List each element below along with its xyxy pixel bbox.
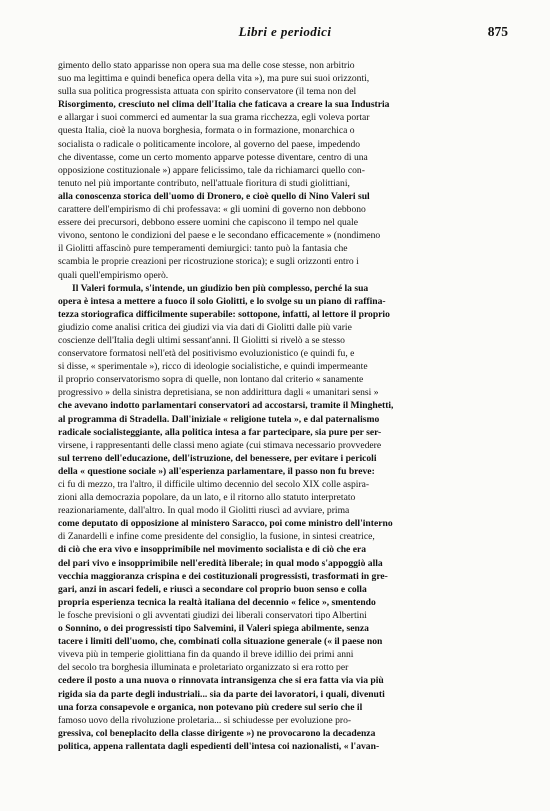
running-head bbox=[60, 24, 508, 48]
text-line: questa Italia, cioè la nuova borghesia, formata o in formazione, monarchica o bbox=[58, 125, 355, 137]
text-line: suo ma legittima e quindi benefica opera della vita »), ma pure sui suoi orizzonti, bbox=[58, 73, 370, 85]
text-line: di Zanardelli e infine come presidente del consiglio, la fusione, in sintesi creatrice, bbox=[58, 531, 375, 543]
body-text bbox=[58, 59, 510, 753]
text-line: opera è intesa a mettere a fuoco il solo Giolitti, e lo svolge su un piano di raffina- bbox=[58, 295, 386, 307]
text-line: tacere i limiti dell'uomo, che, combinati colla situazione generale (« il paese non bbox=[58, 636, 383, 648]
text-line: vivono, sentono le condizioni del paese e le secondano efficacemente » (nondimeno bbox=[58, 230, 381, 242]
text-line: una forza consapevole e organica, non potevano più credere sul serio che il bbox=[58, 701, 363, 713]
text-line: ci fu di mezzo, tra l'altro, il difficile ultimo decennio del secolo XIX colle aspira- bbox=[58, 479, 370, 490]
text-line: come deputato di opposizione al ministero Saracco, poi come ministro dell'interno bbox=[58, 518, 393, 530]
text-line: giudizio come analisi critica dei giudizi via via dati di Giolitti dalle più varie bbox=[58, 321, 352, 333]
text-line: virsene, i rappresentanti delle classi meno agiate (cui stimava necessario provvedere bbox=[58, 439, 382, 451]
text-line: conservatore formatosi nell'età del positivismo evoluzionistico (e quindi fu, e bbox=[58, 348, 355, 360]
text-line: Risorgimento, cresciuto nel clima dell'Italia che faticava a creare la sua Industria bbox=[58, 99, 390, 111]
text-line: coscienze dell'Italia degli ultimi sessant'anni. Il Giolitti si rivelò a se stesso bbox=[58, 334, 345, 346]
text-line: gari, anzi in ascari fedeli, e riuscì a secondare col proprio buon senso e colla bbox=[58, 583, 367, 595]
text-line: e allargar i suoi commerci ed aumentar la sua grama ricchezza, egli voleva portar bbox=[58, 112, 370, 124]
text-line: sulla sua politica progressista attuata con spirito conservatore (il tema non del bbox=[58, 86, 357, 98]
text-line: le fosche previsioni o gli avventati giudizi dei liberali conservatori tipo Albertini bbox=[58, 609, 367, 621]
text-line: di ciò che era vivo e insopprimibile nel movimento socialista e di ciò che era bbox=[58, 544, 367, 556]
text-line: gimento dello stato apparisse non opera sua ma delle cose stesse, non arbitrio bbox=[58, 60, 355, 71]
text-line: rigida sia da parte degli industriali... sia da parte dei lavoratori, i quali, divenuti bbox=[58, 688, 385, 700]
text-line: vecchia maggioranza crispina e dei costituzionali progressisti, trasformati in gre- bbox=[58, 570, 388, 582]
text-line: il Giolitti affascinò pure temperamenti demiurgici: tanto può la fantasia che bbox=[58, 243, 348, 255]
text-line: tezza storiografica difficilmente superabile: sottopone, infatti, al lettore il proprio bbox=[58, 308, 390, 320]
text-line: reazionariamente, dall'altro. In qual modo il Giolitti riuscì ad avviare, prima bbox=[58, 505, 350, 517]
page-number: 875 bbox=[487, 24, 508, 39]
text-line: sul terreno dell'educazione, dell'istruzione, del benessere, per evitare i pericoli bbox=[58, 452, 377, 464]
text-line: della « questione sociale ») all'esperienza parlamentare, il passo non fu breve: bbox=[58, 465, 375, 477]
text-line: socialista o radicale o politicamente incolore, al governo del paese, impedendo bbox=[58, 138, 361, 150]
text-line: al programma di Stradella. Dall'iniziale « religione tutela », e dal paternalismo bbox=[58, 413, 380, 425]
text-line: viveva più in temperie giolittiana fin da quando il breve idillio dei primi anni bbox=[58, 649, 354, 661]
text-line: progressivo » della sinistra depretisiana, se non addirittura dagli « umanitari sensi » bbox=[58, 387, 379, 399]
text-line: o Sonnino, o dei progressisti tipo Salvemini, il Valeri spiega abilmente, senza bbox=[58, 623, 369, 635]
text-line: opposizione costituzionale ») appare felicissimo, tale da richiamarci quello con- bbox=[58, 164, 365, 176]
text-line: alla conoscenza storica dell'uomo di Dronero, e cioè quello di Nino Valeri sul bbox=[58, 190, 370, 202]
text-line: famoso uovo della rivoluzione proletaria... si schiudesse per evoluzione pro- bbox=[58, 714, 352, 726]
text-line: Il Valeri formula, s'intende, un giudizio ben più complesso, perché la sua bbox=[72, 282, 369, 294]
text-line: politica, appena rallentata dagli espedienti dell'intesa coi nazionalisti, « l'avan- bbox=[58, 740, 380, 752]
text-line: del secolo tra borghesia illuminata e proletariato organizzato si era rotto per bbox=[58, 662, 349, 674]
text-line: il proprio conservatorismo sopra di quelle, non lontano dal criterio « sanamente bbox=[58, 374, 364, 386]
text-line: del pari vivo e insopprimibile nell'eredità liberale; in qual modo s'appoggiò alla bbox=[58, 557, 383, 569]
text-line: cedere il posto a una nuova o rinnovata intransigenza che si era fatta via via più bbox=[58, 675, 384, 687]
text-line: carattere dell'empirismo di chi professava: « gli uomini di governo non debbono bbox=[58, 204, 366, 216]
text-line: che diventasse, come un certo momento apparve potesse diventare, centro di una bbox=[58, 151, 368, 163]
text-line: quali quell'empirismo operò. bbox=[58, 269, 169, 281]
text-line: radicale socialisteggiante, alla politica intesa a far partecipare, sia pure per ser- bbox=[58, 426, 382, 438]
text-line: essere dei precursori, debbono essere uomini che capiscono il tempo nel quale bbox=[58, 217, 358, 229]
text-line: che avevano indotto parlamentari conservatori ad accostarsi, tramite il Minghetti, bbox=[58, 400, 394, 412]
text-line: scambia le proprie creazioni per ricostruzione storica); e sugli orizzonti entro i bbox=[58, 256, 359, 268]
text-line: propria esperienza tecnica la realtà italiana del decennio « felice », smentendo bbox=[58, 596, 376, 608]
text-line: si disse, « sperimentale »), ricco di ideologie socialistiche, e quindi impermeante bbox=[58, 361, 368, 373]
text-line: zioni alla democrazia popolare, da un lato, e il ritorno allo statuto interpretato bbox=[58, 492, 356, 504]
text-line: gressiva, col beneplacito della classe dirigente ») ne provocarono la decadenza bbox=[58, 727, 376, 739]
running-title: Libri e periodici bbox=[238, 24, 332, 39]
text-line: tenuto nel più importante contributo, nell'attuale fioritura di studi giolittiani, bbox=[58, 177, 350, 189]
